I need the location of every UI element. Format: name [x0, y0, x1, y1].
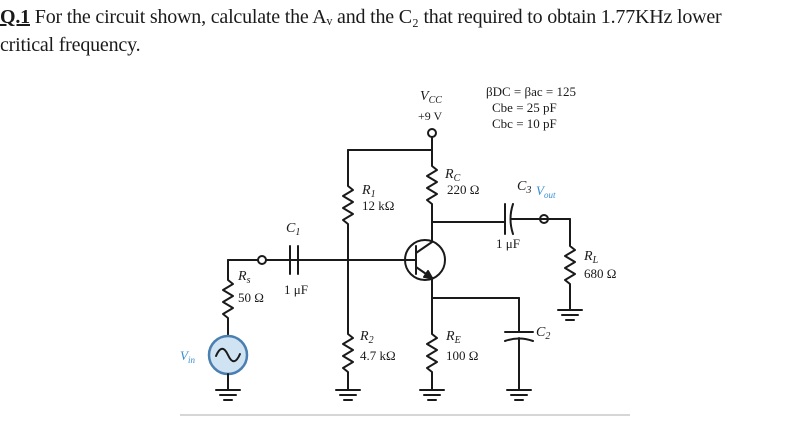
rl-label: $R_L$: [584, 249, 599, 266]
re-resistor: [427, 328, 437, 390]
question-line-2: critical frequency.: [0, 34, 141, 56]
rl-value: 680 Ω: [584, 266, 617, 281]
c1-value: 1 μF: [284, 282, 308, 297]
re-label: $R_E$: [446, 329, 461, 346]
c3-label: $C_3$: [517, 179, 532, 196]
vout-label: $V_{out}$: [536, 183, 556, 200]
question-line-1: [0, 6, 722, 29]
c3-value: 1 μF: [496, 236, 520, 251]
beta-param: βDC = βac = 125: [486, 84, 576, 99]
r2-value: 4.7 kΩ: [360, 348, 396, 363]
r2-label: $R_2$: [360, 329, 374, 346]
re-value: 100 Ω: [446, 348, 479, 363]
rc-label: $R_C$: [445, 167, 461, 184]
rc-resistor: [427, 158, 437, 210]
cbe-param: Cbe = 25 pF: [492, 100, 557, 115]
vcc-terminal: [428, 129, 436, 137]
rs-resistor: [223, 275, 233, 336]
rc-value: 220 Ω: [447, 182, 480, 197]
r1-value: 12 kΩ: [362, 198, 395, 213]
r2-resistor: [343, 328, 353, 390]
vcc-label: $V_{CC}$: [420, 89, 442, 106]
question-number: Q.1: [0, 6, 30, 28]
bjt-emitter-arrow: [424, 271, 432, 278]
cbc-param: Cbc = 10 pF: [492, 116, 557, 131]
question-text: [0, 0, 800, 70]
amplifier-circuit-diagram: [0, 70, 800, 443]
r1-resistor: [343, 180, 353, 230]
r1-label: $R_1$: [362, 183, 376, 200]
rl-resistor: [565, 240, 575, 310]
rs-label: $R_s$: [238, 269, 251, 286]
vcc-value: +9 V: [418, 109, 443, 123]
c1-label: $C_1$: [286, 221, 301, 238]
c2-label: $C_2$: [536, 325, 551, 342]
rs-value: 50 Ω: [238, 290, 264, 305]
input-node: [258, 256, 266, 264]
bjt-collector-lead: [416, 242, 432, 253]
question-line-1-text: For the circuit shown, calculate the Aᵥ and the C₂ that required to obtain 1.77KHz lower: [34, 6, 722, 28]
vin-label: $V_{in}$: [180, 348, 195, 365]
